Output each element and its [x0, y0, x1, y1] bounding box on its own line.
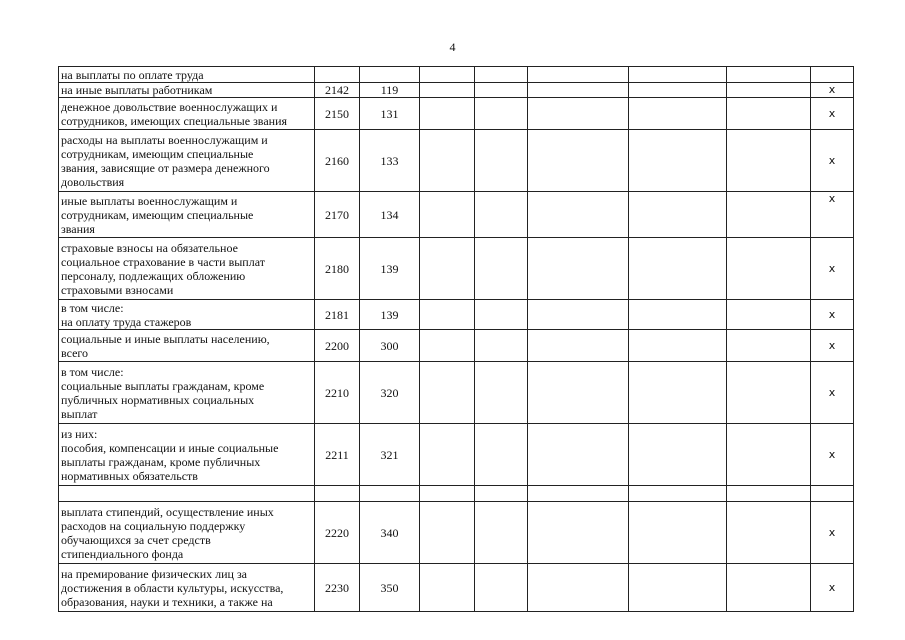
empty-cell	[528, 362, 629, 424]
row-kosgu: 300	[360, 330, 420, 362]
row-kosgu: 131	[360, 98, 420, 130]
table-row	[59, 67, 854, 83]
row-description: на иные выплаты работникам	[59, 83, 315, 98]
table-row	[59, 330, 854, 362]
empty-cell	[420, 130, 475, 192]
row-x-mark: x	[811, 130, 854, 192]
row-description: социальные и иные выплаты населению, всего	[59, 330, 315, 362]
row-description: в том числе: на оплату труда стажеров	[59, 300, 315, 330]
row-description: иные выплаты военнослужащим и сотрудникам, имеющим специальные звания	[59, 192, 315, 238]
row-kosgu: 340	[360, 502, 420, 564]
empty-cell	[420, 83, 475, 98]
empty-cell	[727, 238, 811, 300]
empty-cell	[629, 83, 727, 98]
row-code: 2180	[315, 238, 360, 300]
empty-cell	[727, 486, 811, 502]
empty-cell	[528, 300, 629, 330]
row-description: из них: пособия, компенсации и иные социальные выплаты гражданам, кроме публичных нормативных обязательств	[59, 424, 315, 486]
row-x-mark: x	[811, 238, 854, 300]
budget-table	[58, 66, 854, 612]
row-code: 2150	[315, 98, 360, 130]
row-x-mark: x	[811, 362, 854, 424]
empty-cell	[475, 564, 528, 612]
table-row	[59, 424, 854, 486]
row-x-mark: x	[811, 564, 854, 612]
empty-cell	[528, 67, 629, 83]
table-row	[59, 83, 854, 98]
row-code: 2220	[315, 502, 360, 564]
empty-cell	[420, 300, 475, 330]
empty-cell	[727, 330, 811, 362]
empty-cell	[475, 502, 528, 564]
empty-cell	[727, 564, 811, 612]
empty-cell	[629, 502, 727, 564]
row-x-mark: x	[811, 502, 854, 564]
empty-cell	[475, 83, 528, 98]
table-row	[59, 238, 854, 300]
empty-cell	[727, 424, 811, 486]
row-kosgu: 133	[360, 130, 420, 192]
row-x-mark: x	[811, 83, 854, 98]
row-kosgu: 320	[360, 362, 420, 424]
empty-cell	[727, 98, 811, 130]
table-row	[59, 362, 854, 424]
empty-cell	[528, 564, 629, 612]
table-row	[59, 98, 854, 130]
empty-cell	[629, 424, 727, 486]
row-kosgu: 139	[360, 238, 420, 300]
empty-cell	[629, 300, 727, 330]
row-description: денежное довольствие военнослужащих и сотрудников, имеющих специальные звания	[59, 98, 315, 130]
empty-cell	[420, 362, 475, 424]
row-x-mark: x	[811, 330, 854, 362]
table-row	[59, 502, 854, 564]
empty-cell	[727, 300, 811, 330]
empty-cell	[629, 362, 727, 424]
row-x-mark: x	[811, 300, 854, 330]
empty-cell	[475, 67, 528, 83]
empty-cell	[629, 238, 727, 300]
row-kosgu: 139	[360, 300, 420, 330]
row-description: на премирование физических лиц за достижения в области культуры, искусства, образования, науки и техники, а также на	[59, 564, 315, 612]
row-kosgu: 350	[360, 564, 420, 612]
empty-cell	[528, 192, 629, 238]
empty-cell	[528, 486, 629, 502]
empty-cell	[629, 330, 727, 362]
empty-cell	[629, 486, 727, 502]
empty-cell	[475, 238, 528, 300]
empty-cell	[420, 98, 475, 130]
empty-cell	[420, 238, 475, 300]
table-row	[59, 130, 854, 192]
row-description: расходы на выплаты военнослужащим и сотрудникам, имеющим специальные звания, зависящие от размера денежного довольствия	[59, 130, 315, 192]
empty-cell	[475, 424, 528, 486]
row-kosgu: 321	[360, 424, 420, 486]
empty-cell	[727, 192, 811, 238]
empty-cell	[475, 330, 528, 362]
empty-cell	[528, 330, 629, 362]
row-code	[315, 67, 360, 83]
row-x-mark: x	[811, 98, 854, 130]
empty-cell	[475, 300, 528, 330]
table-body	[59, 67, 854, 612]
empty-cell	[727, 83, 811, 98]
empty-cell	[629, 564, 727, 612]
empty-cell	[727, 502, 811, 564]
empty-cell	[420, 330, 475, 362]
empty-cell	[420, 67, 475, 83]
empty-cell	[420, 192, 475, 238]
row-description: выплата стипендий, осуществление иных расходов на социальную поддержку обучающихся за счет средств стипендиального фонда	[59, 502, 315, 564]
page-number: 4	[449, 40, 456, 54]
empty-cell	[528, 130, 629, 192]
row-code: 2170	[315, 192, 360, 238]
empty-cell	[475, 192, 528, 238]
empty-cell	[420, 502, 475, 564]
empty-cell	[475, 362, 528, 424]
row-kosgu: 119	[360, 83, 420, 98]
row-kosgu	[360, 67, 420, 83]
row-code: 2230	[315, 564, 360, 612]
row-code	[315, 486, 360, 502]
row-x-mark: x	[811, 192, 854, 238]
empty-cell	[528, 424, 629, 486]
row-code: 2210	[315, 362, 360, 424]
row-code: 2200	[315, 330, 360, 362]
empty-cell	[629, 130, 727, 192]
empty-cell	[629, 192, 727, 238]
table-row	[59, 564, 854, 612]
empty-cell	[727, 67, 811, 83]
row-code: 2211	[315, 424, 360, 486]
empty-cell	[727, 130, 811, 192]
row-code: 2160	[315, 130, 360, 192]
empty-cell	[629, 98, 727, 130]
empty-cell	[475, 98, 528, 130]
row-description: страховые взносы на обязательное социальное страхование в части выплат персоналу, подлежащих обложению страховыми взносами	[59, 238, 315, 300]
empty-cell	[727, 362, 811, 424]
table-row	[59, 300, 854, 330]
row-description: на выплаты по оплате труда	[59, 67, 315, 83]
table-row	[59, 192, 854, 238]
empty-cell	[420, 424, 475, 486]
empty-cell	[528, 83, 629, 98]
empty-cell	[475, 486, 528, 502]
empty-cell	[475, 130, 528, 192]
empty-cell	[420, 486, 475, 502]
row-kosgu: 134	[360, 192, 420, 238]
empty-cell	[629, 67, 727, 83]
row-code: 2181	[315, 300, 360, 330]
row-x-mark: x	[811, 424, 854, 486]
row-description	[59, 486, 315, 502]
row-kosgu	[360, 486, 420, 502]
empty-cell	[420, 564, 475, 612]
row-x-mark	[811, 67, 854, 83]
row-code: 2142	[315, 83, 360, 98]
table-row	[59, 486, 854, 502]
row-description: в том числе: социальные выплаты гражданам, кроме публичных нормативных социальных выплат	[59, 362, 315, 424]
empty-cell	[528, 98, 629, 130]
empty-cell	[528, 238, 629, 300]
row-x-mark	[811, 486, 854, 502]
empty-cell	[528, 502, 629, 564]
